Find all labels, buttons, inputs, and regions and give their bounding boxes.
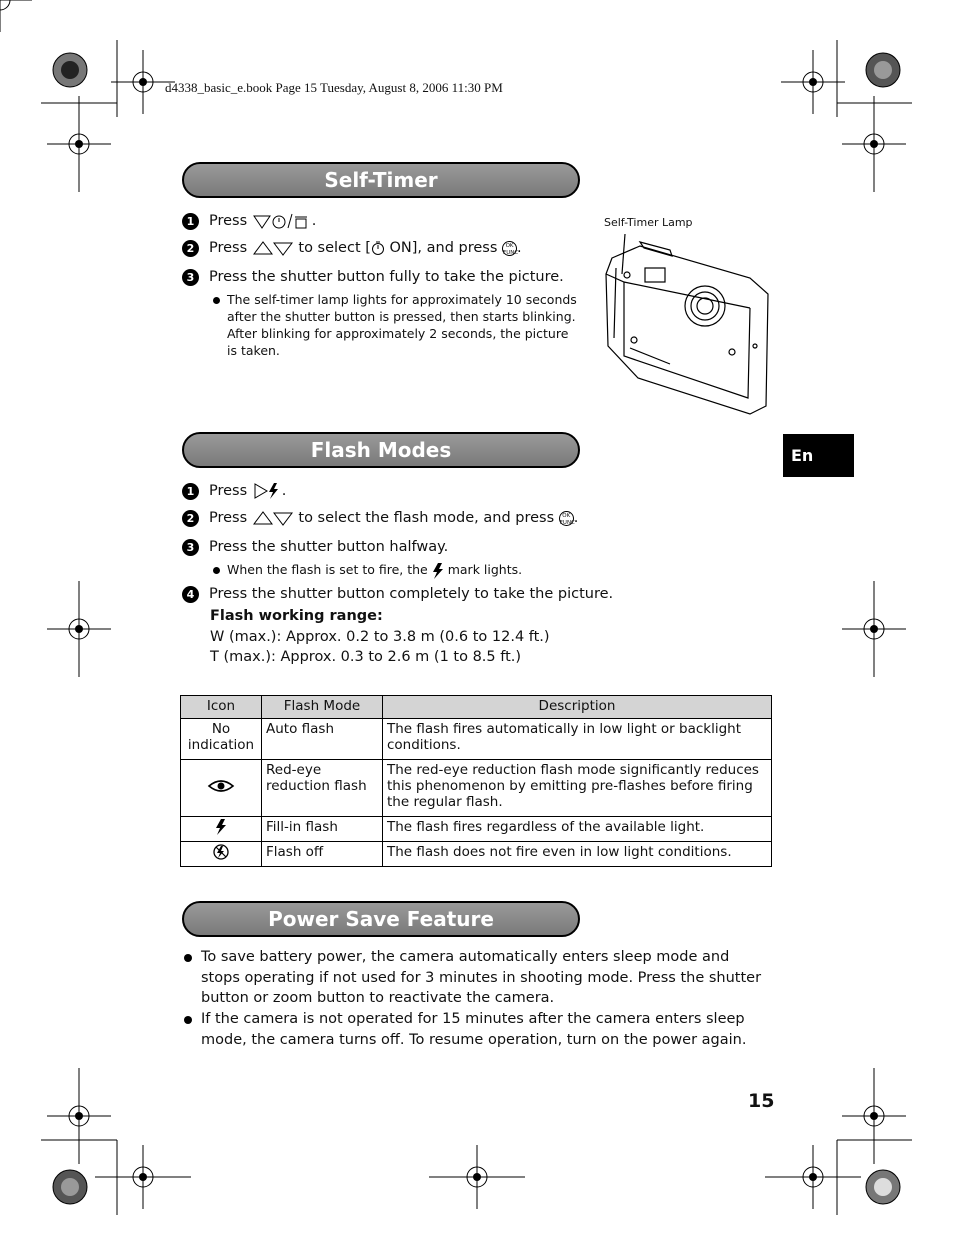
section-title-text: Self-Timer — [324, 168, 438, 192]
step-text: to select the flash mode, and press — [298, 510, 555, 526]
table-cell-icon — [181, 842, 262, 867]
step-number: 4 — [182, 586, 199, 603]
note-text: The self-timer lamp lights for approximately 10 seconds after the shutter button is pressed, then starts blinking. After blinking for approximately 2 seconds, the picture is taken. — [227, 292, 577, 358]
ok-label: OK — [562, 512, 571, 519]
table-cell-mode: Flash off — [262, 842, 383, 867]
flash-step-4 — [182, 585, 613, 603]
table-cell-desc: The red-eye reduction flash mode significantly reduces this phenomenon by emitting pre-flashes before firing the regular flash. — [383, 760, 772, 817]
table-row — [181, 760, 772, 817]
section-title-power-save — [182, 901, 580, 937]
power-save-bullet-2 — [182, 1009, 772, 1050]
bullet-dot — [213, 567, 220, 574]
table-header: Flash Mode — [262, 696, 383, 719]
flash-range — [210, 606, 550, 668]
section-title-text: Flash Modes — [310, 438, 452, 462]
step-text: . — [517, 240, 522, 256]
step-text: Press the shutter button fully to take the picture. — [209, 269, 564, 285]
step-number: 3 — [182, 269, 199, 286]
down-self-timer-erase-icon — [252, 212, 312, 230]
section-title-flash-modes — [182, 432, 580, 468]
table-header: Description — [383, 696, 772, 719]
ok-label: OK — [505, 242, 514, 249]
flash-off-icon — [212, 844, 230, 860]
step-text: Press the shutter button completely to take the picture. — [209, 586, 614, 602]
section-title-text: Power Save Feature — [268, 907, 494, 931]
table-cell-desc: The flash fires regardless of the available light. — [383, 817, 772, 842]
table-cell-desc: The flash does not fire even in low light conditions. — [383, 842, 772, 867]
flash-range-title: Flash working range: — [210, 608, 383, 624]
self-timer-icon — [371, 240, 385, 256]
table-cell-mode: Fill-in flash — [262, 817, 383, 842]
table-row — [181, 842, 772, 867]
note-text: When the flash is set to fire, the — [227, 562, 428, 577]
step-text: to select [ — [298, 240, 371, 256]
section-title-self-timer — [182, 162, 580, 198]
language-tab: En — [783, 434, 854, 477]
self-timer-lamp-label: Self-Timer Lamp — [604, 216, 693, 229]
func-label: FUNC — [559, 519, 575, 526]
self-timer-step-2 — [182, 239, 522, 257]
right-flash-icon — [252, 482, 282, 500]
ok-func-button-icon — [502, 241, 517, 256]
table-cell-icon: No indication — [181, 719, 262, 760]
step-number: 3 — [182, 539, 199, 556]
table-cell-icon — [181, 760, 262, 817]
bullet-dot — [213, 297, 220, 304]
flash-range-tele: T (max.): Approx. 0.3 to 2.6 m (1 to 8.5 ft.) — [210, 649, 522, 665]
step-text: Press — [209, 213, 248, 229]
red-eye-icon — [207, 778, 235, 794]
table-cell-icon — [181, 817, 262, 842]
flash-icon — [432, 563, 444, 579]
up-down-arrows-icon — [252, 239, 294, 257]
flash-range-wide: W (max.): Approx. 0.2 to 3.8 m (0.6 to 12.4 ft.) — [210, 628, 550, 645]
flash-step-3 — [182, 538, 448, 556]
func-label: FUNC — [503, 249, 519, 256]
step-number: 1 — [182, 213, 199, 230]
self-timer-note — [213, 291, 578, 359]
note-text: mark lights. — [447, 562, 523, 577]
self-timer-step-3 — [182, 268, 564, 286]
step-number: 2 — [182, 240, 199, 257]
self-timer-step-1: 1 Press . — [182, 212, 316, 230]
step-text: Press the shutter button halfway. — [209, 539, 449, 555]
table-cell-desc: The flash fires automatically in low light or backlight conditions. — [383, 719, 772, 760]
step-number: 2 — [182, 510, 199, 527]
up-down-arrows-icon — [252, 509, 294, 527]
camera-illustration — [600, 228, 775, 420]
flash-step-1: 1 Press . — [182, 482, 286, 500]
table-header: Icon — [181, 696, 262, 719]
step-number: 1 — [182, 483, 199, 500]
step-text: Press — [209, 240, 248, 256]
bullet-text: If the camera is not operated for 15 minutes after the camera enters sleep mode, the camera turns off. To resume operation, turn on the power again. — [201, 1011, 747, 1048]
bullet-text: To save battery power, the camera automatically enters sleep mode and stops operating if not used for 3 minutes in shooting mode. Press the shutter button or zoom button to reactivate the camera. — [201, 949, 762, 1006]
flash-icon — [215, 819, 227, 835]
table-header-row — [181, 696, 772, 719]
flash-note — [213, 561, 613, 579]
page-number: 15 — [748, 1090, 775, 1112]
table-cell-mode: Auto flash — [262, 719, 383, 760]
power-save-bullet-1 — [182, 947, 772, 1009]
step-text: . — [573, 510, 579, 526]
step-text: Press — [209, 483, 248, 499]
table-row — [181, 719, 772, 760]
step-text: Press — [209, 510, 248, 526]
page-header: d4338_basic_e.book Page 15 Tuesday, August 8, 2006 11:30 PM — [165, 80, 503, 95]
ok-func-button-icon — [559, 511, 574, 526]
bullet-dot — [184, 954, 192, 962]
table-cell-mode: Red-eye reduction flash — [262, 760, 383, 817]
table-row — [181, 817, 772, 842]
bullet-dot — [184, 1016, 192, 1024]
step-text: ON], and press — [384, 240, 498, 256]
flash-modes-table — [180, 695, 772, 867]
flash-step-2 — [182, 509, 578, 527]
